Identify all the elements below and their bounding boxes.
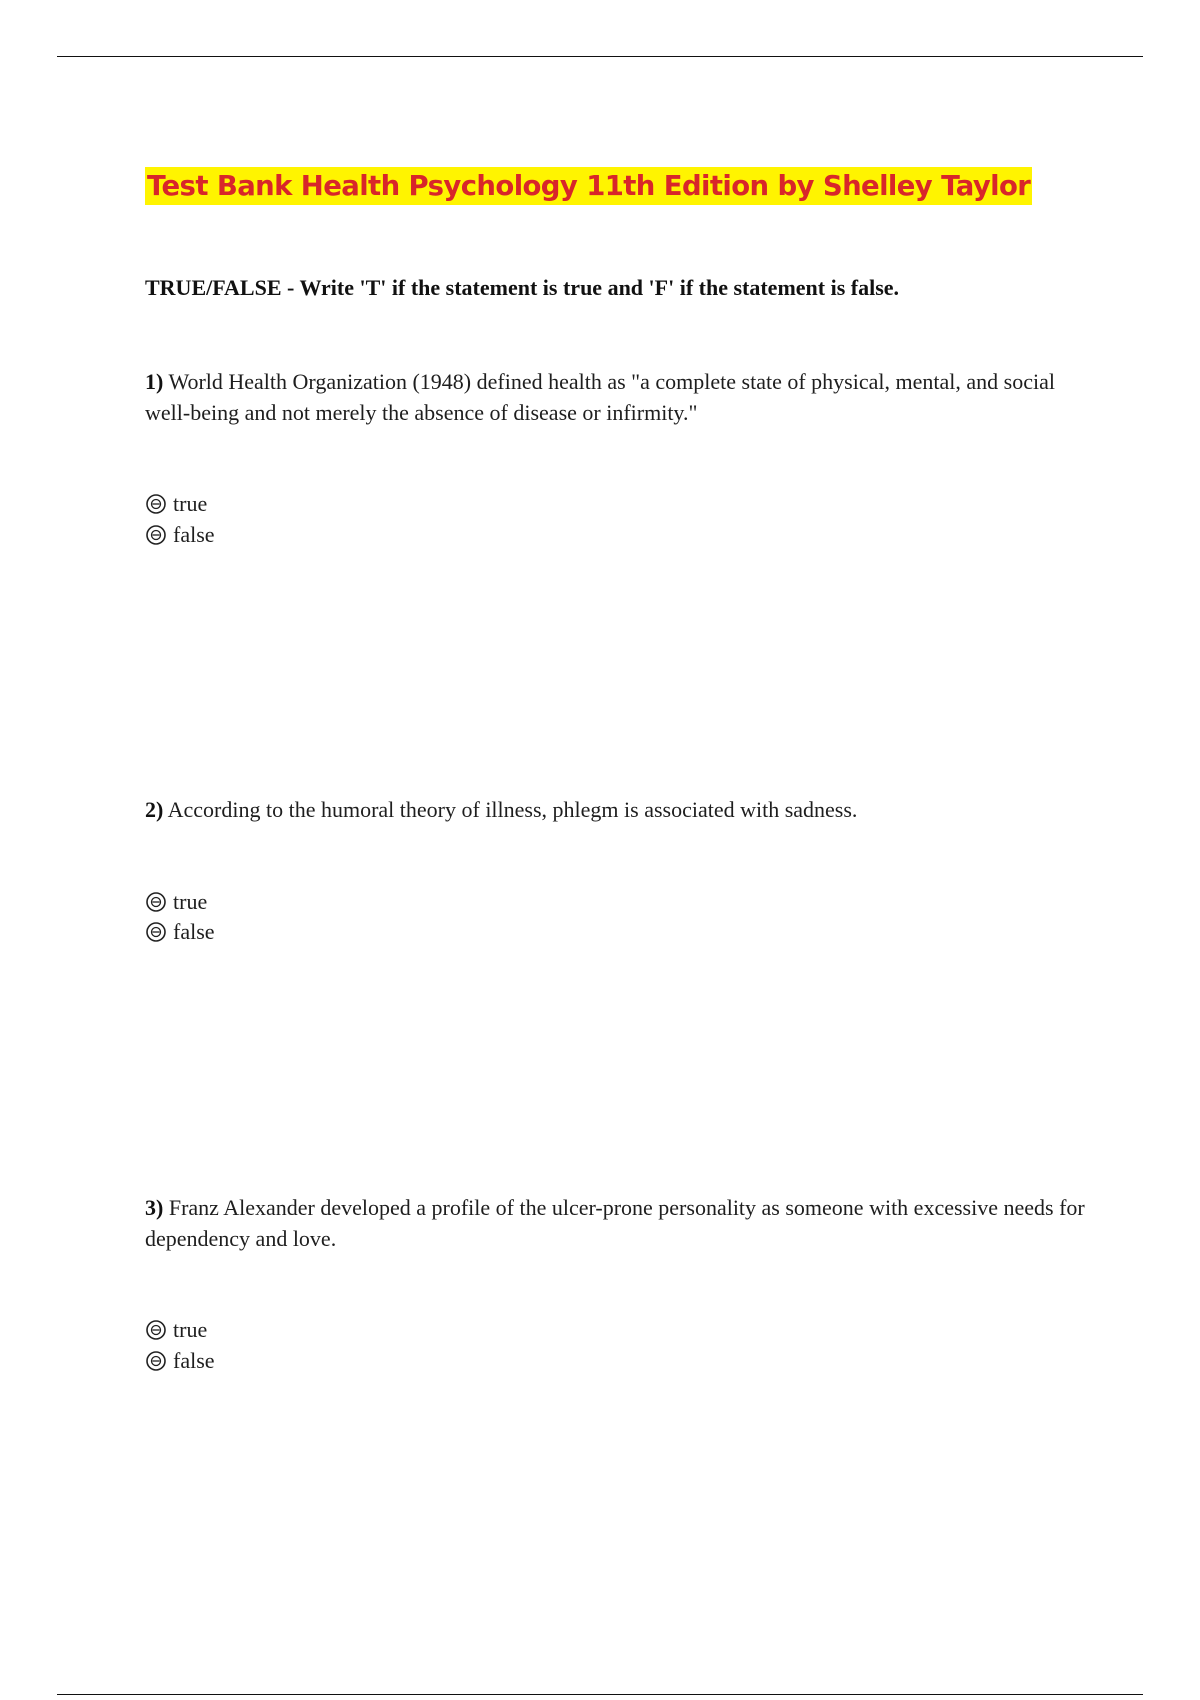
radio-circle-icon[interactable] [145, 891, 167, 913]
radio-circle-icon[interactable] [145, 1350, 167, 1372]
question-3-statement: Franz Alexander developed a profile of the ulcer-prone personality as someone with excessive needs for dependency and love. [145, 1195, 1085, 1251]
question-2-number: 2) [145, 797, 164, 822]
question-1-option-true[interactable] [145, 489, 1085, 520]
radio-circle-icon[interactable] [145, 1319, 167, 1341]
question-1-options [145, 489, 1085, 550]
question-2 [145, 795, 1085, 948]
section-instructions: TRUE/FALSE - Write 'T' if the statement is true and 'F' if the statement is false. [145, 275, 900, 300]
question-3-text [145, 1193, 1085, 1254]
question-2-statement: According to the humoral theory of illness, phlegm is associated with sadness. [167, 797, 858, 822]
radio-circle-icon[interactable] [145, 921, 167, 943]
header-rule [57, 56, 1143, 57]
question-2-option-true[interactable] [145, 887, 1085, 918]
question-1 [145, 367, 1085, 550]
question-1-option-false-label: false [173, 521, 215, 547]
question-3 [145, 1193, 1085, 1376]
question-1-text [145, 367, 1085, 428]
question-3-number: 3) [145, 1195, 164, 1220]
question-2-option-false-label: false [173, 919, 215, 945]
question-3-option-true[interactable] [145, 1315, 1085, 1346]
document-title: Test Bank Health Psychology 11th Edition by Shelley Taylor [145, 167, 1032, 205]
question-2-option-false[interactable] [145, 917, 1085, 948]
question-1-option-true-label: true [173, 491, 208, 517]
question-1-statement: World Health Organization (1948) defined health as "a complete state of physical, mental, and social well-being and not merely the absence of disease or infirmity." [145, 369, 1055, 425]
question-3-options [145, 1315, 1085, 1376]
question-2-text [145, 795, 1085, 826]
question-3-option-true-label: true [173, 1317, 208, 1343]
radio-circle-icon[interactable] [145, 524, 167, 546]
question-1-option-false[interactable] [145, 520, 1085, 551]
question-2-options [145, 887, 1085, 948]
question-3-option-false-label: false [173, 1347, 215, 1373]
question-3-option-false[interactable] [145, 1346, 1085, 1377]
footer-rule [57, 1694, 1143, 1695]
question-1-number: 1) [145, 369, 164, 394]
question-2-option-true-label: true [173, 888, 208, 914]
radio-circle-icon[interactable] [145, 493, 167, 515]
